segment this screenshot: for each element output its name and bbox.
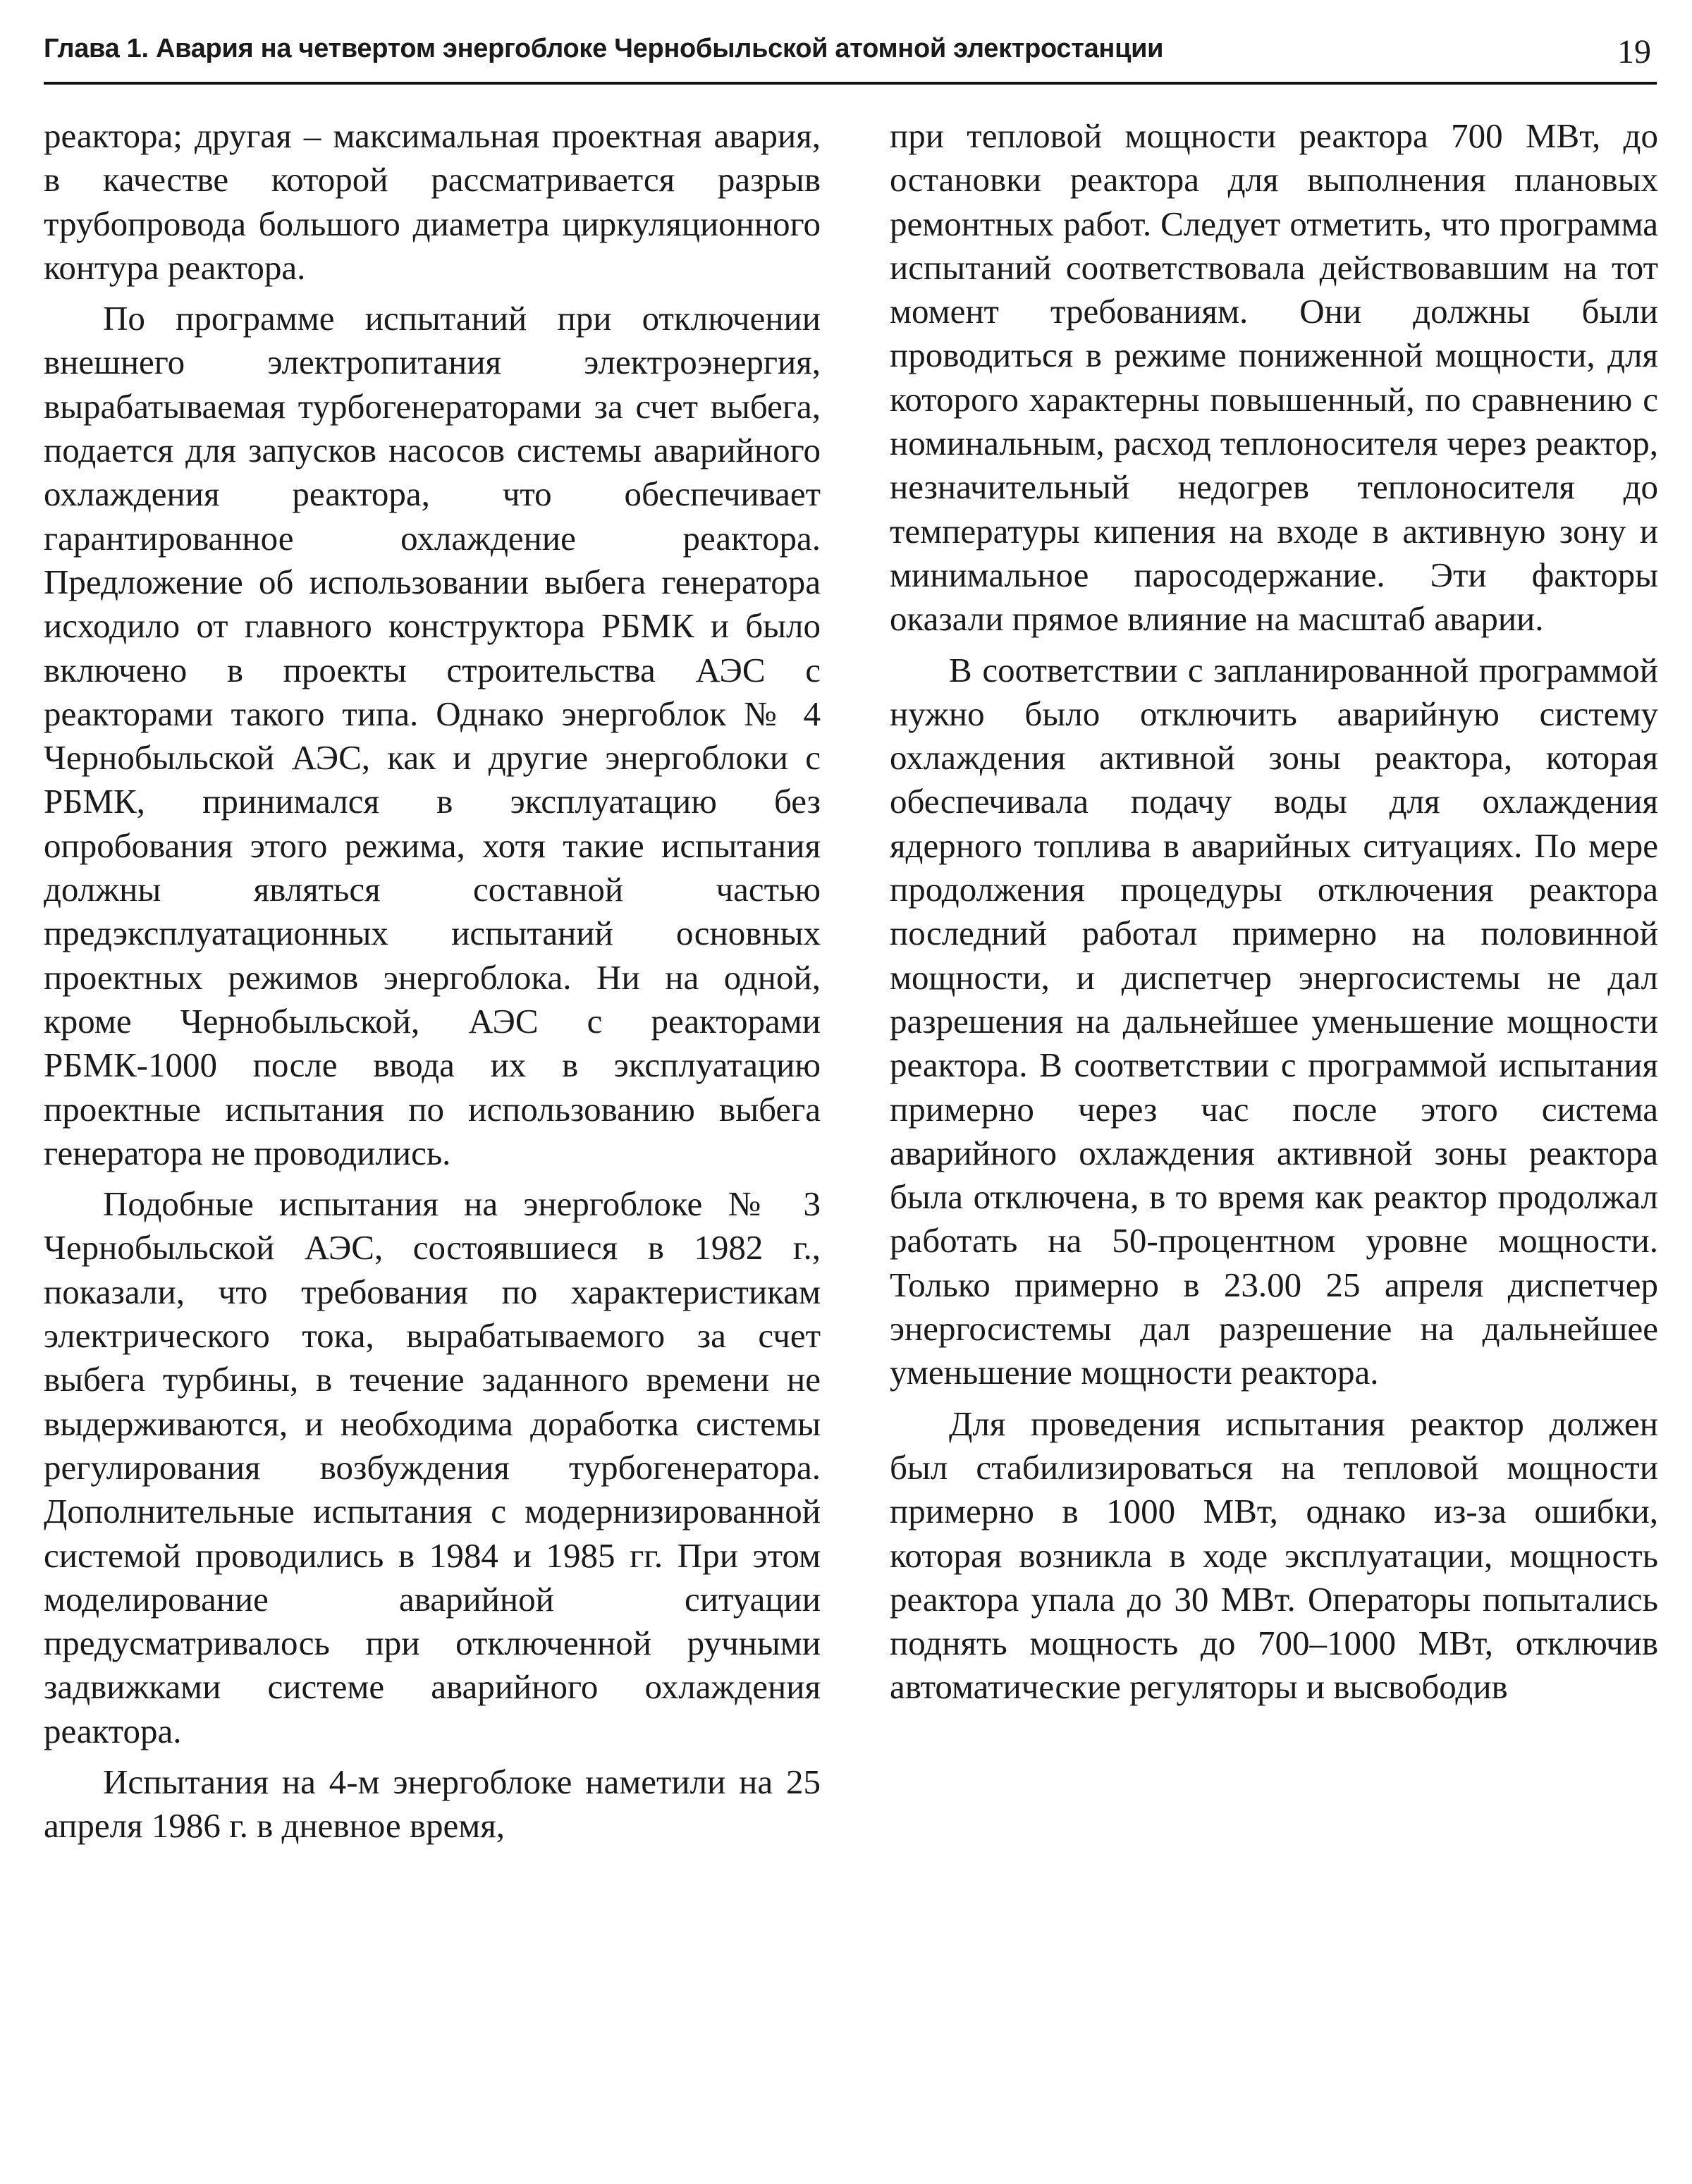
paragraph-continued: при тепловой мощности реактора 700 МВт, до остановки реактора для выполнения плановых ремонтных работ. Следует отметить, что программа испытаний соответствовала действовавшим на тот момент требованиям. Они должны были проводиться в режиме пониженной мощности, для которого характерны повышенный, по сравнению с номинальным, расход теплоносителя через реактор, незначительный недогрев теплоносителя до температуры кипения на входе в активную зону и минимальное паросодержание. Эти факторы оказали прямое влияние на масштаб аварии. bbox=[890, 116, 1658, 639]
paragraph: Испытания на 4-м энергоблоке наметили на 25 апреля 1986 г. в дневное время, bbox=[44, 1762, 821, 1846]
paragraph: По программе испытаний при отключении внешнего электропитания электроэнергия, вырабатываемая турбогенераторами за счет выбега, подается для запусков насосов системы аварийного охлаждения реактора, что обеспечивает гарантированное охлаждение реактора. Предложение об использовании выбега генератора исходило от главного конструктора РБМК и было включено в проекты строительства АЭС с реакторами такого типа. Однако энергоблок № 4 Чернобыльской АЭС, как и другие энергоблоки с РБМК, принимался в эксплуатацию без опробования этого режима, хотя такие испытания должны являться составной частью предэксплуатационных испытаний основных проектных режимов энергоблока. Ни на одной, кроме Чернобыльской, АЭС с реакторами РБМК-1000 после ввода их в эксплуатацию проектные испытания по использованию выбега генератора не проводились. bbox=[44, 299, 821, 1172]
left-column bbox=[44, 114, 821, 1855]
running-header bbox=[44, 28, 1657, 85]
paragraph-continued: реактора; другая – максимальная проектная авария, в качестве которой рассматривается разрыв трубопровода большого диаметра циркуляционного контура реактора. bbox=[44, 116, 821, 287]
right-column bbox=[890, 114, 1658, 1717]
paragraph: В соответствии с запланированной программой нужно было отключить аварийную систему охлаждения активной зоны реактора, которая обеспечивала подачу воды для охлаждения ядерного топлива в аварийных ситуациях. По мере продолжения процедуры отключения реактора последний работал примерно на половинной мощности, и диспетчер энергосистемы не дал разрешения на дальнейшее уменьшение мощности реактора. В соответствии с программой испытания примерно через час после этого система аварийного охлаждения активной зоны реактора была отключена, в то время как реактор продолжал работать на 50-процентном уровне мощности. Только примерно в 23.00 25 апреля диспетчер энергосистемы дал разрешение на дальнейшее уменьшение мощности реактора. bbox=[890, 650, 1658, 1392]
paragraph: Для проведения испытания реактор должен был стабилизироваться на тепловой мощности примерно в 1000 МВт, однако из-за ошибки, которая возникла в ходе эксплуатации, мощность реактора упала до 30 МВт. Операторы попытались поднять мощность до 700–1000 МВт, отключив автоматические регуляторы и высвободив bbox=[890, 1404, 1658, 1707]
chapter-title: Глава 1. Авария на четвертом энергоблоке Чернобыльской атомной электростанции bbox=[44, 34, 1164, 63]
page-number: 19 bbox=[1617, 33, 1651, 70]
paragraph: Подобные испытания на энергоблоке № 3 Чернобыльской АЭС, состоявшиеся в 1982 г., показали, что требования по характеристикам электрического тока, вырабатываемого за счет выбега турбины, в течение заданного времени не выдерживаются, и необходима доработка системы регулирования возбуждения турбогенератора. Дополнительные испытания с модернизированной системой проводились в 1984 и 1985 гг. При этом моделирование аварийной ситуации предусматривалось при отключенной ручными задвижками системе аварийного охлаждения реактора. bbox=[44, 1184, 821, 1750]
